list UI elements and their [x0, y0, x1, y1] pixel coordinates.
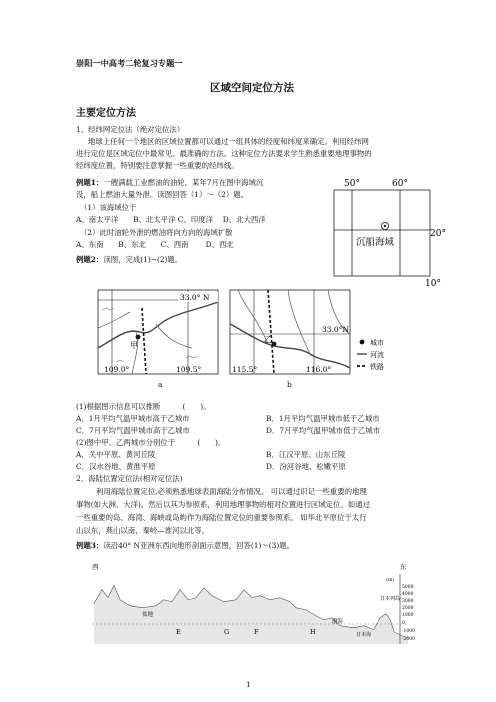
- lon-left-label: 50°: [344, 179, 360, 189]
- example1-q1-options: A、南太平洋 B、北太平洋 C、印度洋 D、北大西洋: [76, 215, 266, 224]
- example1-label: 例题1：: [76, 178, 104, 187]
- example2-line: [76, 255, 182, 265]
- part1-para-line: 地球上任何一个地区的区域位置都可以通过一组具体的经度和纬度来确定。利用经纬网: [88, 137, 369, 146]
- example2-q2: (2)图中甲、乙两城市分别位于 ( )。: [76, 438, 226, 447]
- example2-q1-option-b: B．1月平均气温甲城市低于乙城市: [266, 414, 380, 423]
- part2-para-line: 山以东，燕山以南，秦岭—淮河以北等。: [76, 526, 210, 535]
- profile-west-label: 西: [92, 563, 99, 571]
- profile-label-h: H: [310, 628, 316, 636]
- map-a-lon-right: 109.5°: [176, 365, 202, 374]
- example2-q2-option-b: B．江汉平原、山东丘陵: [266, 450, 346, 459]
- sunken-area-label: 沉船海域: [356, 237, 395, 248]
- lon-right-label: 60°: [392, 179, 408, 189]
- map-b-lon-left: 115.5°: [232, 365, 258, 374]
- lat-bottom-label: 10°: [425, 279, 441, 289]
- scale-5000: 5000: [402, 585, 414, 590]
- map-b-lon-right: 116.0°: [306, 365, 332, 374]
- example2-q1-option-a: A．1月平均气温甲城市高于乙城市: [76, 414, 190, 423]
- profile-sea2-label: 日本海: [356, 632, 372, 638]
- map-a-lon-left: 109.0°: [104, 365, 130, 374]
- example2-text: 读图，完成(1)~(2)题。: [103, 255, 183, 264]
- example3-terrain-profile: [84, 560, 420, 646]
- part2-heading: 2、海陆位置定位法(相对定位法): [76, 474, 183, 483]
- lat-top-label: 20°: [430, 229, 446, 239]
- legend-city-label: 城市: [370, 339, 384, 347]
- map-b-lat-label: 33.0°N: [322, 325, 350, 334]
- example2-q1: (1)根据图示信息可以推断 ( )。: [76, 402, 211, 411]
- example3-text: 读沿40° N亚洲东西向地形剖面示意图，回答(1)～(3)题。: [103, 541, 294, 550]
- map-a-caption: a: [158, 380, 163, 389]
- profile-basin-label: 盆地: [142, 612, 154, 618]
- page-title: 区域空间定位方法: [210, 82, 294, 94]
- example1-grid-map: [330, 174, 446, 290]
- map-frame: [334, 190, 430, 276]
- example2-q1-option-c: C．7月平均气温甲城市高于乙城市: [76, 426, 190, 435]
- profile-japan-label: 日本列岛: [380, 596, 401, 602]
- map-a-city-icon: [136, 335, 141, 340]
- part1-heading: 1、经纬网定位法（绝对定位法）: [76, 125, 185, 134]
- scale-1000: 1000: [402, 613, 414, 618]
- example3-line: [76, 541, 294, 551]
- map-a-frame: [98, 290, 218, 374]
- map-b-caption: b: [287, 380, 292, 389]
- example1-text: 一艘满载工业燃油的油轮，某年7月在图中海域沉: [103, 178, 264, 187]
- example2-map-b: [228, 288, 354, 378]
- profile-label-f: F: [254, 628, 259, 636]
- example2-label: 例题2：: [76, 255, 104, 264]
- section-heading: 主要定位方法: [76, 108, 136, 119]
- part2-para-line: 利用海陆位置定位,必须熟悉地球表面海陆分布情况。 可以通过识记一些重要的地理: [96, 487, 367, 496]
- part2-para-line: 事物(如大洲、大洋)，然后以其为参照系，利用地理事物的相对位置进行区域定位。如通过: [76, 500, 371, 509]
- example2-q2-option-a: A．关中平原、黄河丘陵: [76, 450, 156, 459]
- school-header: 崇阳一中高考二轮复习专题一: [76, 58, 183, 68]
- scale-3000: 3000: [402, 599, 414, 604]
- sunken-ship-dot-icon: [384, 225, 386, 227]
- part2-para-line: 一些重要的岛、海湾、海峡或岛屿作为海陆位置定位的重要参照系。 如华北平原位于太行: [76, 513, 367, 522]
- example2-map-a: [96, 288, 222, 378]
- page-number: 1: [246, 680, 251, 689]
- profile-label-g: G: [224, 628, 230, 636]
- profile-label-e: E: [176, 628, 181, 636]
- legend-river-label: 河流: [370, 351, 384, 359]
- map-a-lat-label: 33.0° N: [180, 293, 210, 302]
- example1-q2: （2）此时油轮外泄的燃油将向方向的海域扩散: [80, 228, 233, 237]
- example1-q2-options: A、东南 B、东北 C、西南 D、西北: [76, 240, 234, 249]
- example2-q2-option-d: D．汾河谷地、松嫩平原: [266, 462, 346, 471]
- map-b-city-icon: [272, 342, 277, 347]
- part1-para-line: 经纬度位置，特别要注意掌握一些重要的经纬线。: [76, 161, 239, 170]
- map-a-city-label: 甲: [130, 341, 138, 350]
- scale-0: 0: [402, 621, 405, 626]
- legend-railway-label: 铁路: [370, 363, 384, 371]
- scale-4000: 4000: [402, 592, 414, 597]
- part1-para-line: 进行定位是区域定位中最常见、最准确的方法。这种定位方法要求学生熟悉重要地理事物的: [76, 149, 372, 158]
- profile-east-label: 东: [400, 563, 407, 571]
- example1-q1: （1）该海域位于: [80, 203, 137, 212]
- example2-q2-option-c: C．汉水谷地、黄淮平原: [76, 462, 156, 471]
- profile-scale-ticks: [402, 584, 415, 642]
- scale-minus-2000: -2000: [402, 637, 415, 642]
- example2-q1-option-d: D．7月平均气温甲城市低于乙城市: [266, 426, 381, 435]
- legend-city-icon: [360, 340, 365, 345]
- example1-text2: 没，船上燃油大量外泄。读图回答（1）～（2）题。: [76, 190, 249, 199]
- profile-sea-label: 渤海: [332, 619, 344, 625]
- example1-line: [76, 178, 263, 188]
- example2-legend: [356, 336, 406, 376]
- scale-minus-1000: -1000: [402, 629, 415, 634]
- map-b-city-label: 乙: [264, 335, 272, 344]
- profile-unit: (m): [386, 578, 395, 583]
- example3-label: 例题3：: [76, 541, 104, 550]
- scale-2000: 2000: [402, 606, 414, 611]
